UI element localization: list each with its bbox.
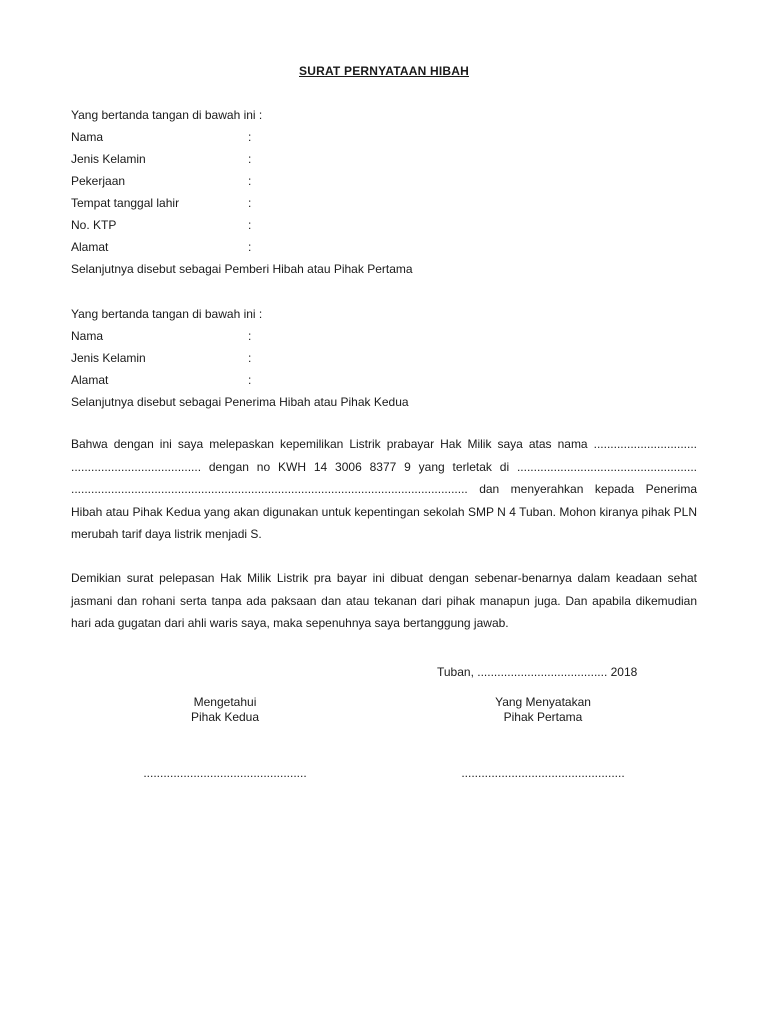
party1-field-nama	[71, 126, 699, 148]
party1-section	[71, 104, 699, 280]
field-colon: :	[248, 196, 252, 210]
signature-line-left: .................................................	[143, 766, 307, 780]
field-colon: :	[248, 240, 252, 254]
field-label: Jenis Kelamin	[71, 351, 146, 365]
field-colon: :	[248, 152, 252, 166]
party1-field-pekerjaan	[71, 170, 699, 192]
party2-field-nama	[71, 325, 699, 347]
party1-intro: Yang bertanda tangan di bawah ini :	[71, 108, 263, 122]
party2-field-alamat	[71, 369, 699, 391]
field-colon: :	[248, 373, 252, 387]
place-date: Tuban, ....................................... 2018	[437, 665, 638, 679]
signature-right-party: Pihak Pertama	[503, 710, 583, 724]
field-label: No. KTP	[71, 218, 117, 232]
field-colon: :	[248, 218, 252, 232]
statement-paragraph: Bahwa dengan ini saya melepaskan kepemilikan Listrik prabayar Hak Milik saya atas nama ............................... ....................................... dengan no KWH 14 3006 8377 9 yang terletak di ...................................................... ....................................................................................................................... dan menyerahkan kepada Penerima Hibah atau Pihak Kedua yang akan digunakan untuk kepentingan sekolah SMP N 4 Tuban. Mohon kiranya pihak PLN merubah tarif daya listrik menjadi S.	[71, 437, 697, 541]
field-colon: :	[248, 130, 252, 144]
signature-right	[468, 695, 618, 725]
signature-left-party: Pihak Kedua	[190, 710, 260, 724]
field-label: Tempat tanggal lahir	[71, 196, 180, 210]
field-label: Alamat	[71, 373, 109, 387]
field-label: Jenis Kelamin	[71, 152, 146, 166]
field-colon: :	[248, 351, 252, 365]
signature-left-role: Mengetahui	[193, 695, 257, 709]
closing-paragraph: Demikian surat pelepasan Hak Milik Listrik pra bayar ini dibuat dengan sebenar-benarnya dalam keadaan sehat jasmani dan rohani serta tanpa ada paksaan dan atau tekanan dari pihak manapun juga. Dan apabila dikemudian hari ada gugatan dari ahli waris saya, maka sepenuhnya saya bertanggung jawab.	[71, 571, 697, 630]
party2-closing: Selanjutnya disebut sebagai Penerima Hibah atau Pihak Kedua	[71, 395, 409, 409]
field-label: Nama	[71, 329, 104, 343]
field-colon: :	[248, 329, 252, 343]
field-label: Nama	[71, 130, 104, 144]
party1-closing: Selanjutnya disebut sebagai Pemberi Hibah atau Pihak Pertama	[71, 262, 413, 276]
party2-section	[71, 303, 699, 413]
field-colon: :	[248, 174, 252, 188]
signature-line-right: .................................................	[461, 766, 625, 780]
field-label: Alamat	[71, 240, 109, 254]
signature-right-role: Yang Menyatakan	[495, 695, 591, 709]
party1-field-ttl	[71, 192, 699, 214]
signature-left	[150, 695, 300, 725]
field-label: Pekerjaan	[71, 174, 126, 188]
document-title: SURAT PERNYATAAN HIBAH	[299, 64, 469, 78]
party1-field-jenis-kelamin	[71, 148, 699, 170]
party1-field-alamat	[71, 236, 699, 258]
party1-field-ktp	[71, 214, 699, 236]
party2-intro: Yang bertanda tangan di bawah ini :	[71, 307, 263, 321]
party2-field-jenis-kelamin	[71, 347, 699, 369]
